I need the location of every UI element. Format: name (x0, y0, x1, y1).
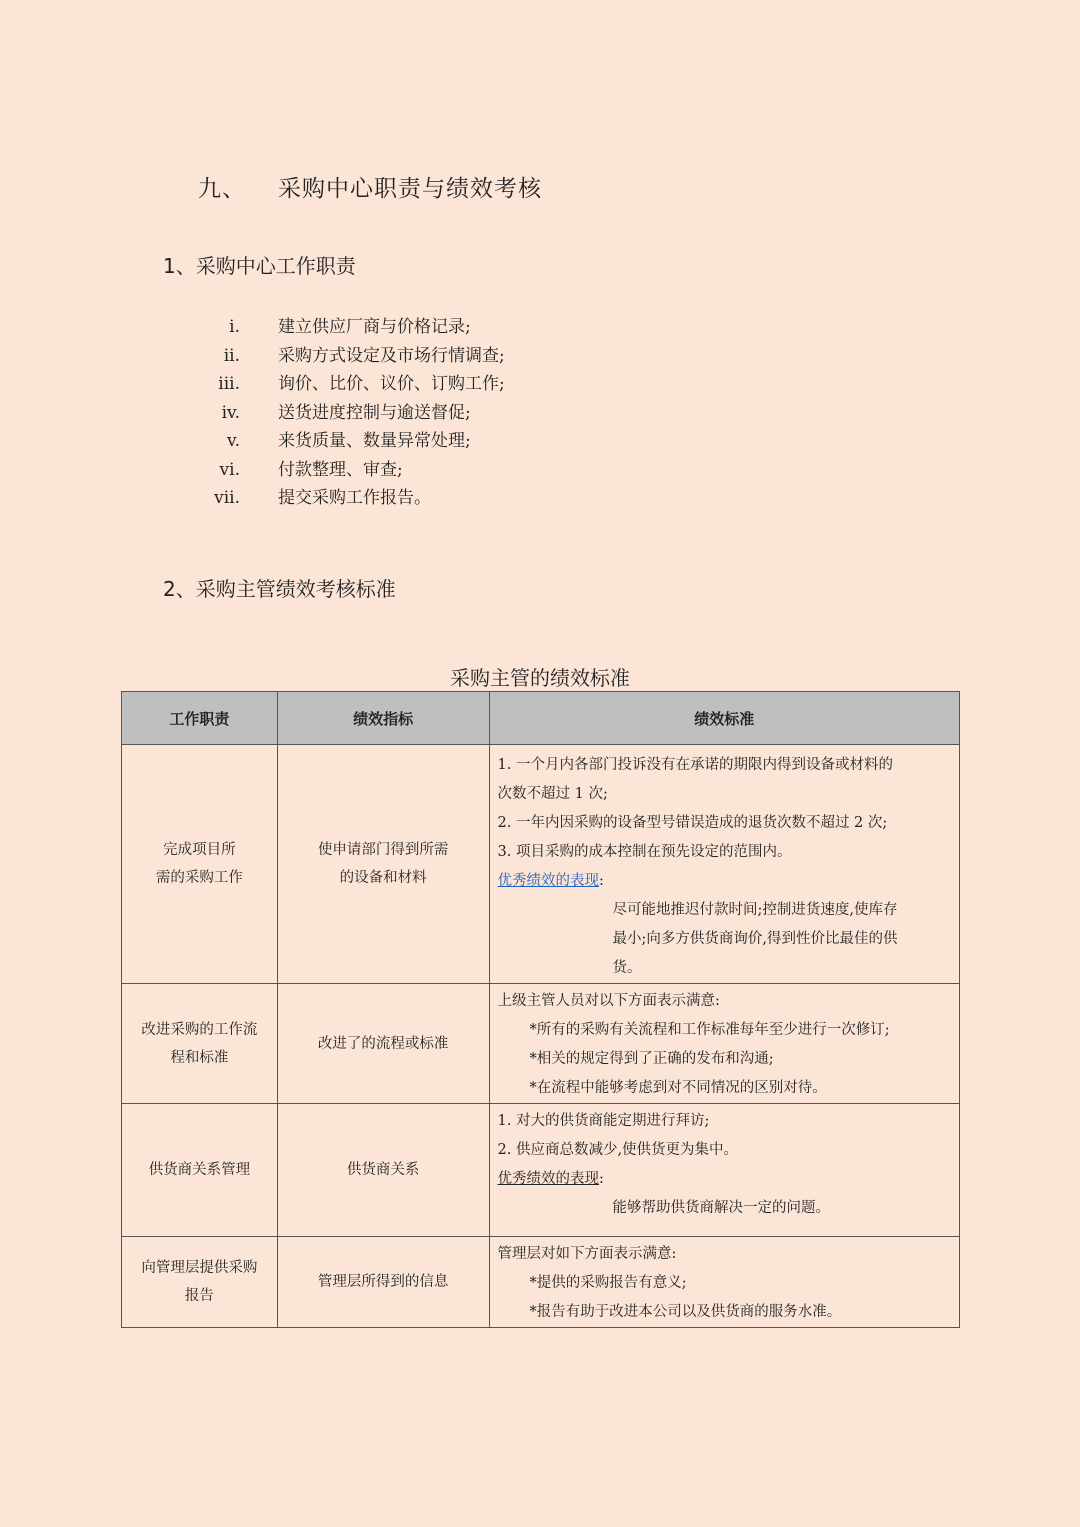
chapter-number: 九、 (198, 176, 246, 202)
list-item: v. 来货质量、数量异常处理; (227, 431, 471, 451)
chapter-heading (198, 170, 542, 203)
duty-cell: 完成项目所 需的采购工作 (122, 745, 278, 984)
standard-cell: 管理层对如下方面表示满意: *提供的采购报告有意义; *报告有助于改进本公司以及供货商的服务水准。 (489, 1237, 960, 1328)
list-item: ii. 采购方式设定及市场行情调查; (223, 345, 505, 366)
indicator-cell: 使申请部门得到所需 的设备和材料 (277, 745, 489, 984)
standard-cell: 1. 一个月内各部门投诉没有在承诺的期限内得到设备或材料的 次数不超过 1 次; 2. 一年内因采购的设备型号错误造成的退货次数不超过 2 次; 3. 项目采购的成本控制在预先设定的范围内。 优秀绩效的表现: 尽可能地推迟付款时间;控制进货速度,使库存 最小;向多方供货商询价,得到性价比最佳的供 货。 (489, 745, 960, 984)
table-row (122, 984, 960, 1104)
table-row (122, 1104, 960, 1237)
duty-cell: 向管理层提供采购 报告 (122, 1237, 278, 1328)
table-title: 采购主管的绩效标准 (450, 666, 630, 690)
chapter-title: 采购中心职责与绩效考核 (278, 176, 542, 202)
standard-cell: 1. 对大的供货商能定期进行拜访; 2. 供应商总数减少,使供货更为集中。 优秀绩效的表现: 能够帮助供货商解决一定的问题。 (489, 1104, 960, 1237)
standard-cell: 上级主管人员对以下方面表示满意: *所有的采购有关流程和工作标准每年至少进行一次修订; *相关的规定得到了正确的发布和沟通; *在流程中能够考虑到对不同情况的区别对待。 (489, 984, 960, 1104)
table-row (122, 1237, 960, 1328)
indicator-cell: 改进了的流程或标准 (277, 984, 489, 1104)
section-2-title: 2、采购主管绩效考核标准 (163, 577, 396, 601)
header-duty: 工作职责 (122, 692, 278, 745)
excellent-label-line: 优秀绩效的表现: (497, 873, 604, 889)
excellent-label-line: 优秀绩效的表现: (497, 1171, 604, 1187)
header-standard: 绩效标准 (489, 692, 960, 745)
list-item: vi. 付款整理、审查; (219, 459, 403, 480)
duty-cell: 供货商关系管理 (122, 1104, 278, 1237)
excellent-performance-label: 优秀绩效的表现 (497, 1171, 599, 1187)
indicator-cell: 管理层所得到的信息 (277, 1237, 489, 1328)
list-item: iv. 送货进度控制与逾送督促; (221, 402, 471, 423)
list-item: iii. 询价、比价、议价、订购工作; (218, 374, 505, 394)
indicator-cell: 供货商关系 (277, 1104, 489, 1237)
table-header-row (122, 692, 960, 745)
list-item: vii. 提交采购工作报告。 (214, 488, 431, 508)
duty-cell: 改进采购的工作流 程和标准 (122, 984, 278, 1104)
duty-list (190, 313, 505, 513)
list-item: i. 建立供应厂商与价格记录; (229, 317, 471, 337)
performance-table (121, 691, 960, 1328)
section-1-title: 1、采购中心工作职责 (163, 254, 356, 278)
excellent-performance-link[interactable]: 优秀绩效的表现 (497, 873, 599, 889)
header-indicator: 绩效指标 (277, 692, 489, 745)
table-row (122, 745, 960, 984)
